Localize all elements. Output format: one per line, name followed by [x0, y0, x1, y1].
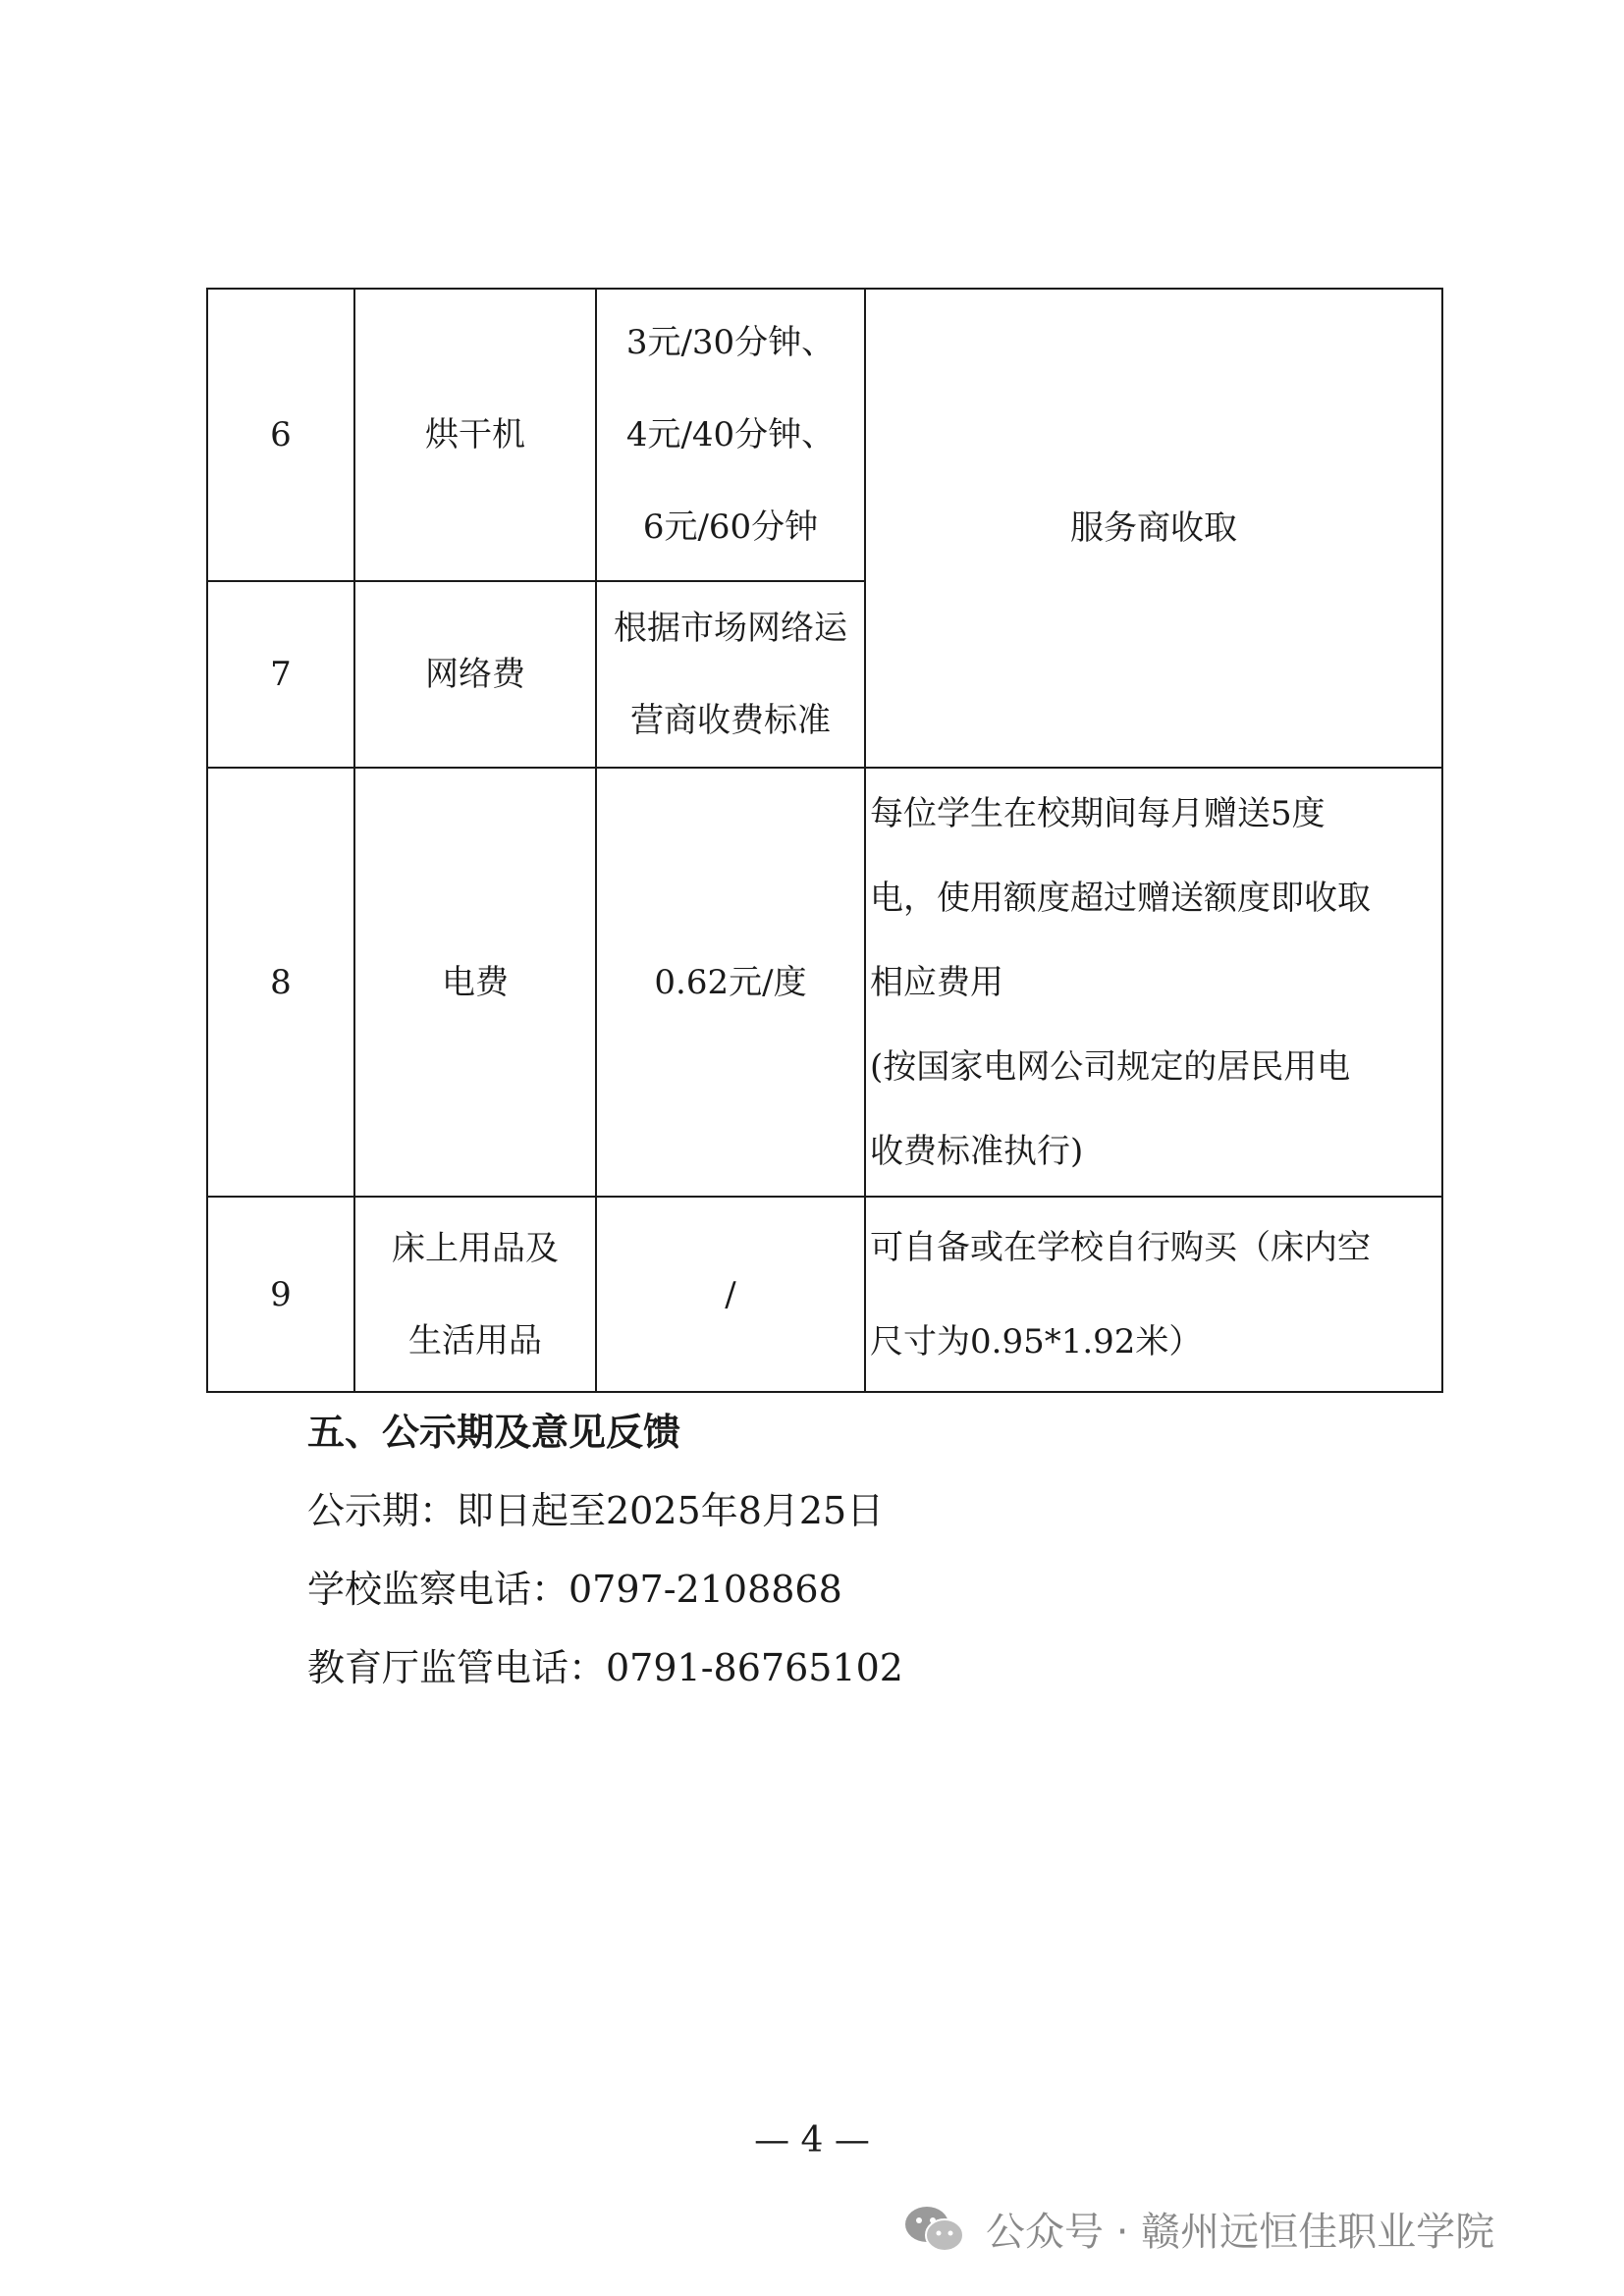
- wechat-icon: [903, 2204, 966, 2255]
- note-line: 尺寸为0.95*1.92米）: [870, 1321, 1203, 1362]
- watermark-text: 公众号 · 赣州远恒佳职业学院: [986, 2210, 1495, 2255]
- table-row: [207, 768, 1442, 1197]
- price-cell: [596, 289, 865, 581]
- item-name: 电费: [354, 768, 596, 1197]
- page-number: — 4 —: [754, 2120, 870, 2161]
- price-line: 6元/60分钟: [642, 507, 819, 547]
- item-name: 烘干机: [354, 289, 596, 581]
- section-heading: 五、公示期及意见反馈: [307, 1411, 681, 1454]
- price-cell: /: [596, 1197, 865, 1392]
- school-phone: 学校监察电话：0797-2108868: [307, 1568, 842, 1611]
- price-cell: [596, 581, 865, 768]
- note-line: 收费标准执行): [870, 1131, 1084, 1171]
- price-line: 根据市场网络运: [614, 609, 847, 648]
- row-number: 8: [207, 768, 354, 1197]
- note-line: 每位学生在校期间每月赠送5度: [870, 793, 1326, 833]
- price-line: 3元/30分钟、: [625, 323, 836, 362]
- table-row: [207, 1197, 1442, 1392]
- note-cell: [865, 1197, 1442, 1392]
- item-name: [354, 1197, 596, 1392]
- note-line: 电，使用额度超过赠送额度即收取: [870, 878, 1371, 918]
- price-cell: 0.62元/度: [596, 768, 865, 1197]
- note-line: 相应费用: [870, 962, 1003, 1002]
- price-line: 4元/40分钟、: [625, 415, 836, 454]
- row-number: 6: [207, 289, 354, 581]
- table-row: [207, 289, 1442, 581]
- note-line: 可自备或在学校自行购买（床内空: [870, 1227, 1371, 1267]
- item-name: 网络费: [354, 581, 596, 768]
- publicity-period: 公示期：即日起至2025年8月25日: [307, 1489, 885, 1532]
- item-line: 生活用品: [408, 1320, 542, 1361]
- fee-table: [206, 288, 1443, 1393]
- note-line: (按国家电网公司规定的居民用电: [870, 1046, 1351, 1087]
- item-line: 床上用品及: [392, 1228, 559, 1268]
- education-dept-phone: 教育厅监管电话：0791-86765102: [307, 1646, 903, 1689]
- note-cell: [865, 768, 1442, 1197]
- row-number: 9: [207, 1197, 354, 1392]
- watermark: [903, 2201, 1494, 2257]
- row-number: 7: [207, 581, 354, 768]
- shared-note: 服务商收取: [865, 289, 1442, 768]
- price-line: 营商收费标准: [630, 701, 831, 740]
